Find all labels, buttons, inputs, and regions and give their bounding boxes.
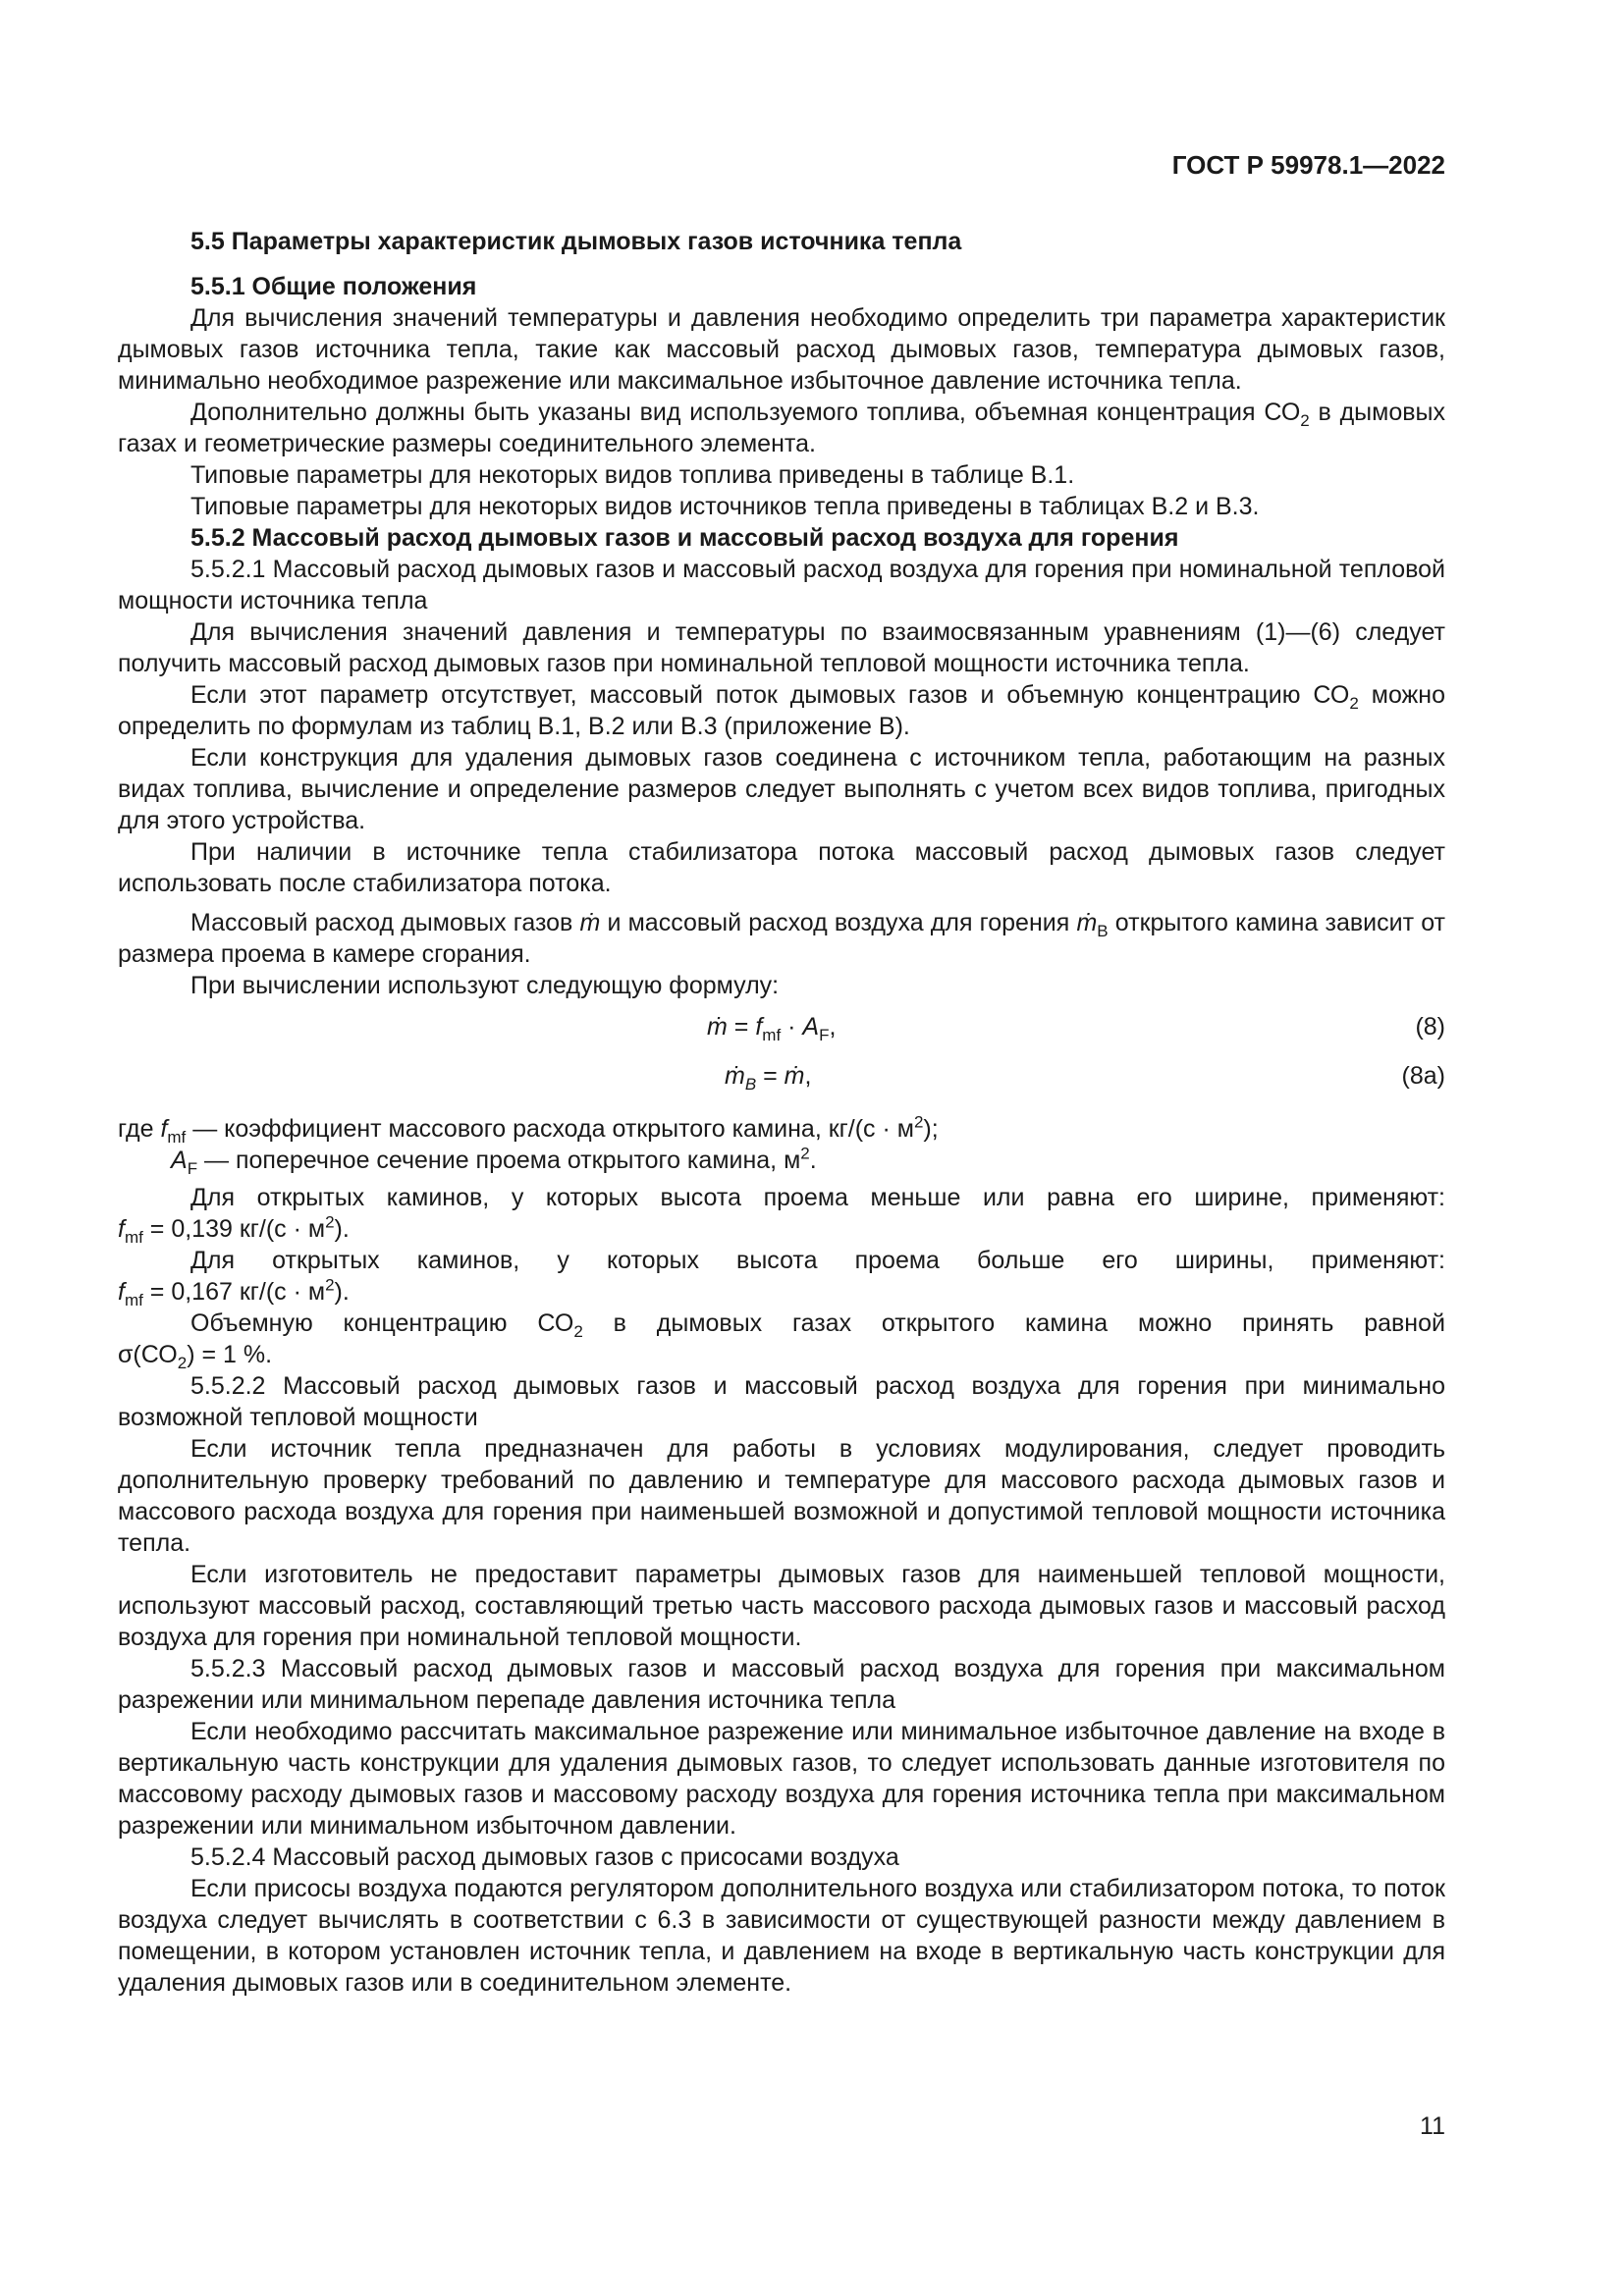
equation-number: (8a) xyxy=(1401,1062,1445,1090)
where-clause: $A_F$ — поперечное сечение проема открытого камина, $м^2$. xyxy=(171,1144,817,1178)
paragraph: Если конструкция для удаления дымовых газов соединена с источником тепла, работающим на разных видах топлива, вычисление и определение размеров следует выполнять с учетом всех видов топлива, пригодных для этого устройства. xyxy=(118,744,1445,834)
paragraph: При вычислении используют следующую формулу: xyxy=(190,972,780,999)
clause-title: 5.5.2.1 Массовый расход дымовых газов и массовый расход воздуха для горения при номинальной тепловой мощности источника тепла xyxy=(118,556,1445,614)
paragraph: Типовые параметры для некоторых видов топлива приведены в таблице В.1. xyxy=(190,461,1075,489)
paragraph: Типовые параметры для некоторых видов источников тепла приведены в таблицах В.2 и В.3. xyxy=(190,493,1260,520)
symbol-m-dot-b: ṁ xyxy=(1076,909,1098,936)
paragraph: Если этот параметр отсутствует, массовый поток дымовых газов и объемную концентрацию $СО_2$ можно определить по формулам из таблиц В.1, В.2 или В.3 (приложение В). xyxy=(118,681,1445,740)
subsection-title-general: 5.5.1 Общие положения xyxy=(190,273,477,300)
paragraph: Для вычисления значений температуры и давления необходимо определить три параметра характеристик дымовых газов источника тепла, такие как массовый расход дымовых газов, температура дымовых газов, минимально необходимое разрежение или максимальное избыточное давление источника тепла. xyxy=(118,304,1445,395)
paragraph: Если источник тепла предназначен для работы в условиях модулирования, следует проводить дополнительную проверку требований по давлению и температуре для массового расхода дымовых газов и массового расхода воздуха для горения при наименьшей возможной и допустимой тепловой мощности источника тепла. xyxy=(118,1435,1445,1557)
paragraph: Для открытых каминов, у которых высота проема больше его ширины, применяют: xyxy=(190,1247,1445,1274)
where-clause: где $f_{mf}$ — коэффициент массового расхода открытого камина, $кг/(с \cdot м^2)$; xyxy=(118,1112,939,1147)
clause-title: 5.5.2.3 Массовый расход дымовых газов и массовый расход воздуха для горения при максимальном разрежении или минимальном перепаде давления источника тепла xyxy=(118,1655,1445,1714)
paragraph: Объемную концентрацию $СО_2$ в дымовых газах открытого камина можно принять равной xyxy=(190,1309,1445,1341)
paragraph: Если присосы воздуха подаются регулятором дополнительного воздуха или стабилизатором потока, то поток воздуха следует вычислять в соответствии с 6.3 в зависимости от существующей разности между давлением в помещении, в котором установлен источник тепла, и давлением на входе в вертикальную часть конструкции для удаления дымовых газов или в соединительном элементе. xyxy=(118,1875,1445,1997)
paragraph: Если необходимо рассчитать максимальное разрежение или минимальное избыточное давление на входе в вертикальную часть конструкции для удаления дымовых газов, то следует использовать данные изготовителя по массовому расходу дымовых газов и массовому расходу воздуха для горения источника тепла при максимальном разрежении или минимальном избыточном давлении. xyxy=(118,1718,1445,1840)
paragraph: Если изготовитель не предоставит параметры дымовых газов для наименьшей тепловой мощности, используют массовый расход, составляющий третью часть массового расхода дымовых газов и массовый расход воздуха для горения при номинальной тепловой мощности. xyxy=(118,1561,1445,1651)
section-title: 5.5 Параметры характеристик дымовых газов источника тепла xyxy=(190,228,962,255)
clause-title: 5.5.2.4 Массовый расход дымовых газов с присосами воздуха xyxy=(190,1843,899,1871)
clause-title: 5.5.2.2 Массовый расход дымовых газов и массовый расход воздуха для горения при минимально возможной тепловой мощности xyxy=(118,1372,1445,1431)
page-number: 11 xyxy=(1420,2112,1445,2140)
subsection-title-mass-flow: 5.5.2 Массовый расход дымовых газов и массовый расход воздуха для горения xyxy=(190,524,1179,552)
equation-number: (8) xyxy=(1415,1013,1445,1041)
formula-line: $f_{mf} = 0,139$ $кг/(с \cdot м^2)$. xyxy=(118,1212,350,1247)
paragraph: При наличии в источнике тепла стабилизатора потока массовый расход дымовых газов следует использовать после стабилизатора потока. xyxy=(118,838,1445,897)
symbol-m-dot: ṁ xyxy=(579,909,601,936)
equation-expression: ṁ$_B$ = ṁ, xyxy=(725,1062,812,1094)
paragraph: Для вычисления значений давления и температуры по взаимосвязанным уравнениям (1)—(6) следует получить массовый расход дымовых газов при номинальной тепловой мощности источника тепла. xyxy=(118,618,1445,677)
paragraph: Дополнительно должны быть указаны вид используемого топлива, объемная концентрация $СО_2$ в дымовых газах и геометрические размеры соединительного элемента. xyxy=(118,399,1445,457)
equation-8 xyxy=(118,1001,1445,1050)
paragraph: Для открытых каминов, у которых высота проема меньше или равна его ширине, применяют: xyxy=(190,1184,1445,1211)
equation-expression: ṁ = $f_{mf} \cdot A_F$, xyxy=(707,1013,837,1044)
equation-8a xyxy=(118,1050,1445,1099)
paragraph: Массовый расход дымовых газов ṁ и массовый расход воздуха для горения ṁ$_B$ открытого камина зависит от размера проема в камере сгорания. xyxy=(118,909,1446,968)
formula-line: $f_{mf} = 0,167$ $кг/(с \cdot м^2)$. xyxy=(118,1275,350,1309)
document-header-id: ГОСТ Р 59978.1—2022 xyxy=(1171,150,1445,180)
formula-line: $\sigma(СО_2) = 1$ %. xyxy=(118,1341,273,1372)
document-body xyxy=(118,226,1445,1999)
